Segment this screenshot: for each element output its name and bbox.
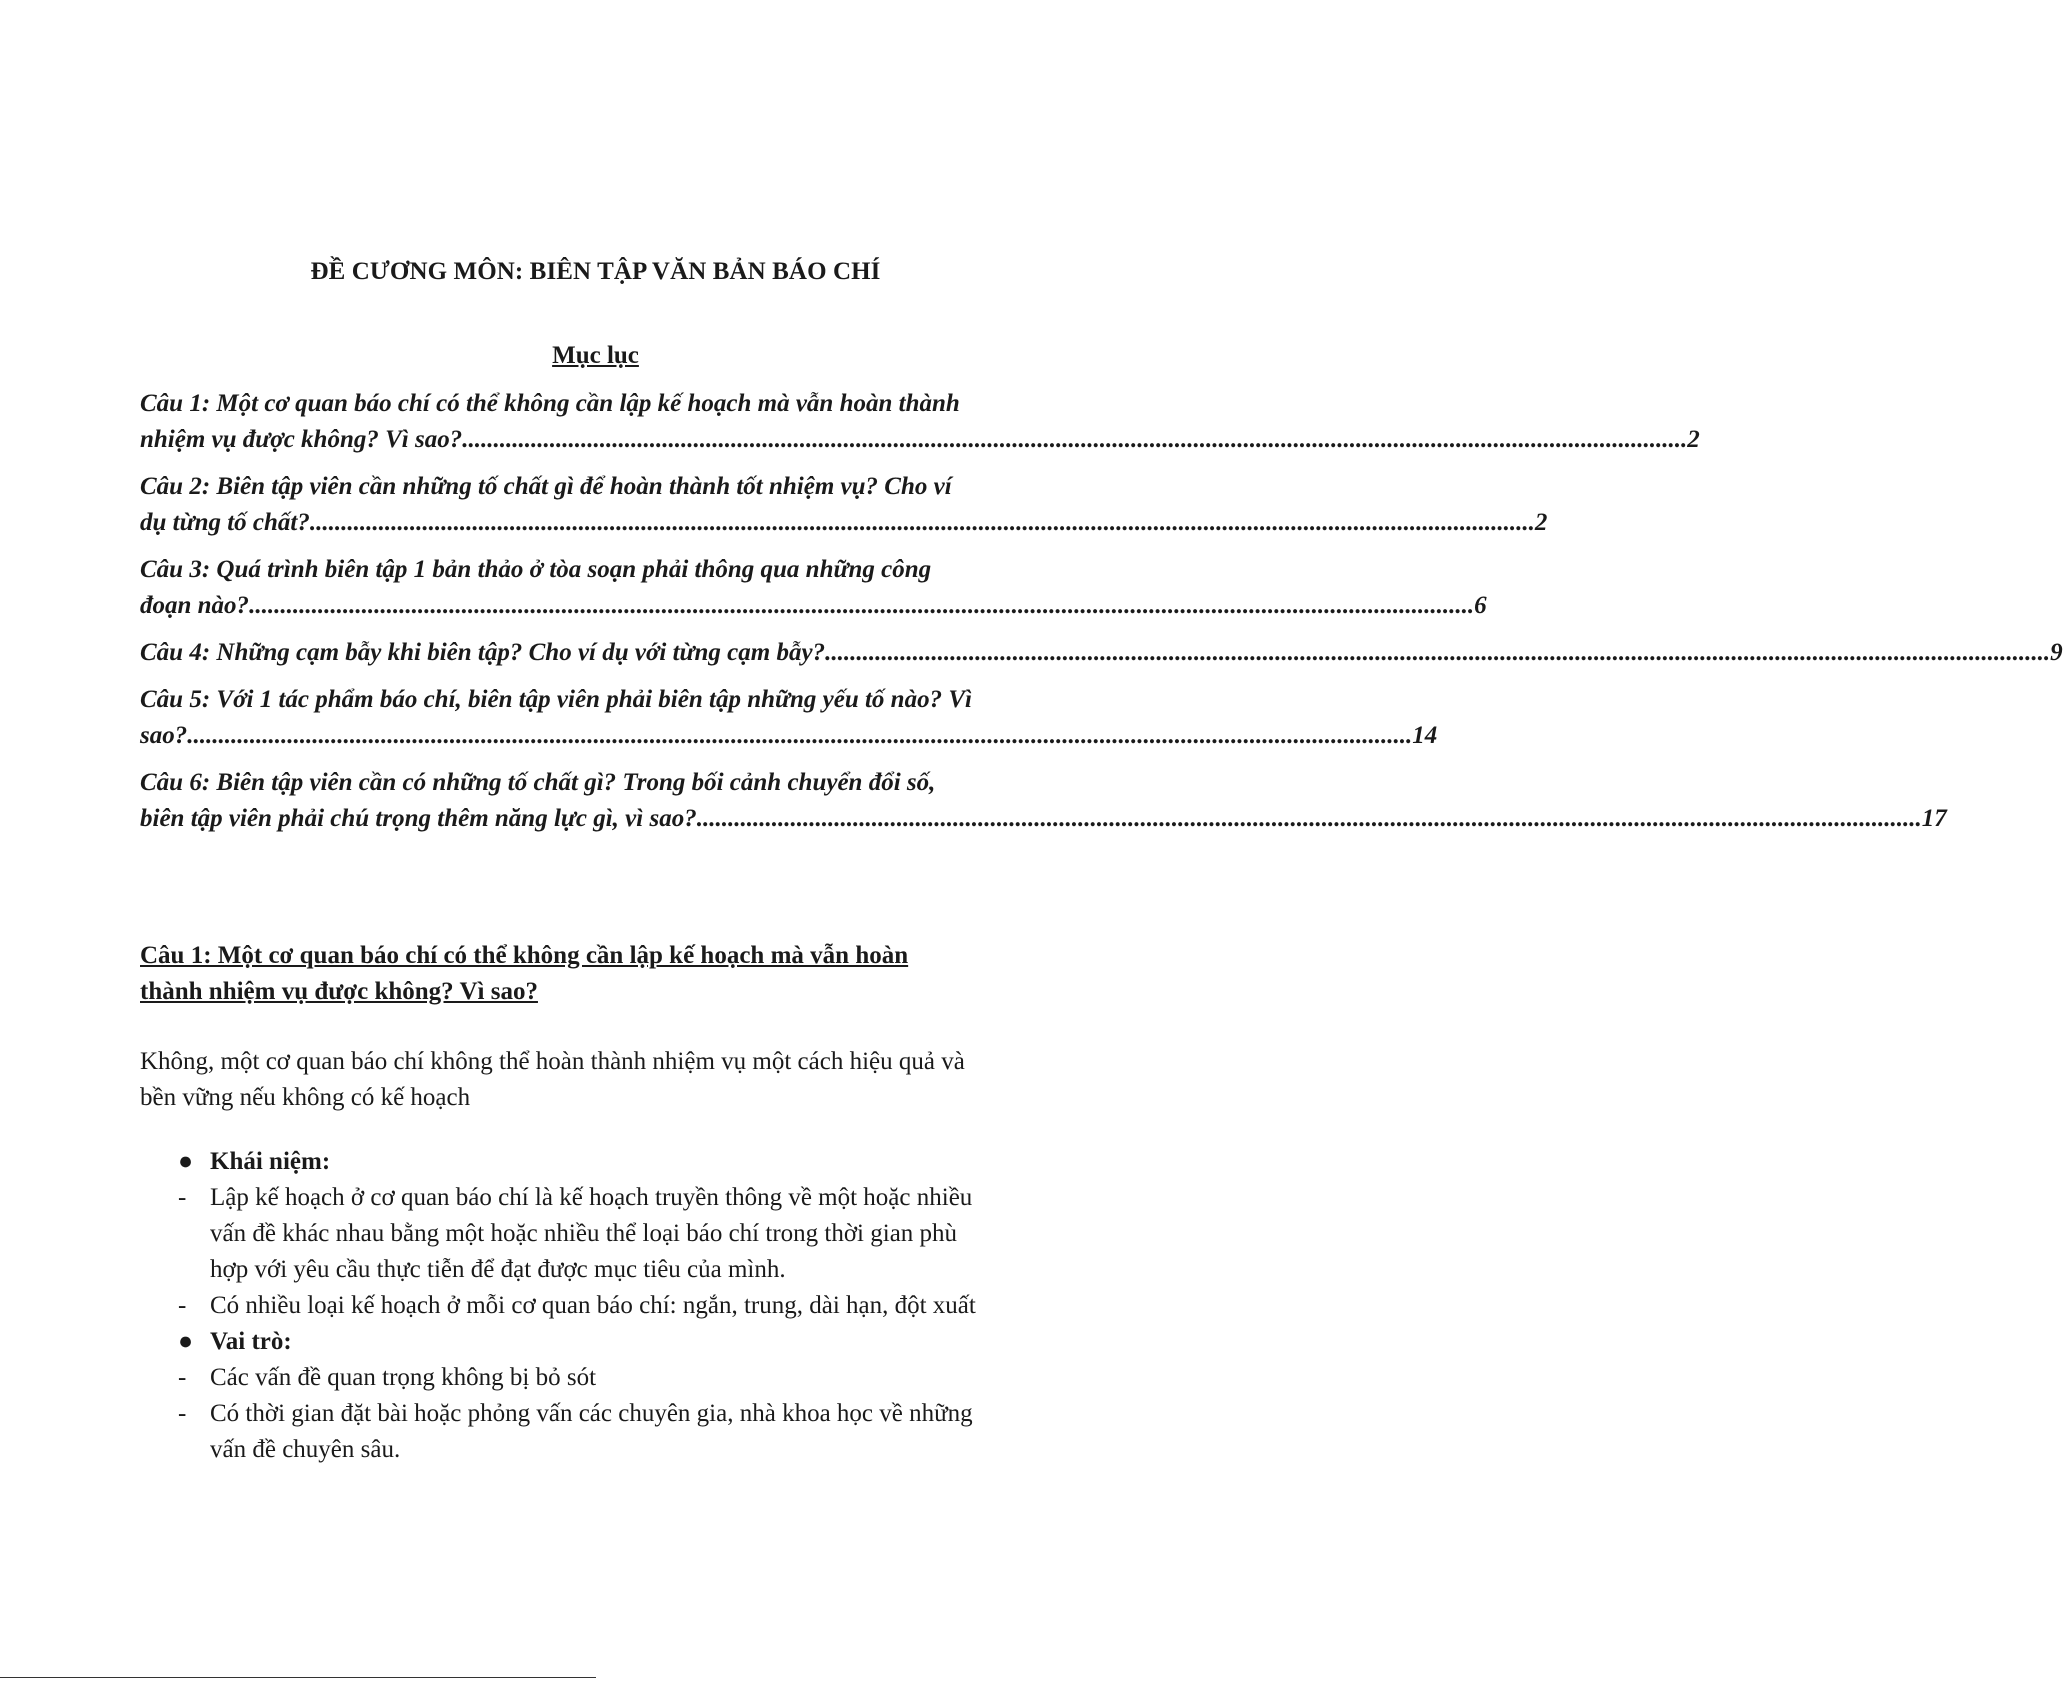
toc-page-number: 17: [1921, 805, 1947, 832]
toc-entry-text: Câu 3: Quá trình biên tập 1 bản thảo ở tòa soạn phải thông qua những công: [140, 556, 932, 583]
toc-entry-text: Câu 5: Với 1 tác phẩm báo chí, biên tập viên phải biên tập những yếu tố nào? Vì: [140, 686, 972, 713]
dot-leader: ....................................................................................................................................................................................................: [825, 639, 2051, 666]
toc-entry-3[interactable]: [140, 552, 1487, 624]
toc-page-number: 2: [1687, 426, 1700, 453]
toc-entry-text: biên tập viên phải chú trọng thêm năng lực gì, vì sao?: [140, 805, 697, 832]
dash-list-item: [140, 1288, 1055, 1324]
list-item-line: hợp với yêu cầu thực tiễn để đạt được mục tiêu của mình.: [210, 1256, 786, 1283]
dash-marker: -: [178, 1400, 187, 1427]
toc-entry-1[interactable]: [140, 386, 1700, 458]
toc-entry-line: [140, 422, 1700, 458]
paragraph-line: Không, một cơ quan báo chí không thể hoàn thành nhiệm vụ một cách hiệu quả và: [140, 1048, 965, 1075]
intro-paragraph: [140, 1044, 1055, 1116]
dash-list-item: [140, 1360, 1055, 1396]
section-heading-line: thành nhiệm vụ được không? Vì sao?: [140, 978, 538, 1005]
document-title: ĐỀ CƯƠNG MÔN: BIÊN TẬP VĂN BẢN BÁO CHÍ: [310, 258, 881, 285]
dash-marker: -: [178, 1292, 187, 1319]
list-item-line: vấn đề khác nhau bằng một hoặc nhiều thể loại báo chí trong thời gian phù: [210, 1220, 958, 1247]
toc-entry-line: [140, 801, 1947, 837]
paragraph-line: bền vững nếu không có kế hoạch: [140, 1084, 471, 1111]
toc-page-number: 9: [2050, 639, 2063, 666]
dot-leader: ....................................................................................................................................................................................................: [187, 722, 1413, 749]
bullet-icon: ●: [178, 1148, 194, 1175]
dot-leader: ....................................................................................................................................................................................................: [249, 592, 1475, 619]
footer-separator: [0, 1677, 596, 1678]
toc-entry-line: [140, 505, 1548, 541]
toc-entry-6[interactable]: [140, 765, 1947, 837]
toc-entry-5[interactable]: [140, 682, 1438, 754]
toc-entry-text: dụ từng tố chất?: [140, 509, 310, 536]
toc-entry-text: nhiệm vụ được không? Vì sao?: [140, 426, 463, 453]
list-item-line: Có thời gian đặt bài hoặc phỏng vấn các chuyên gia, nhà khoa học về những: [210, 1400, 973, 1427]
toc-entry-text: Câu 6: Biên tập viên cần có những tố chất gì? Trong bối cảnh chuyển đổi số,: [140, 769, 936, 796]
outline-list: [140, 1144, 1055, 1468]
bullet-heading-label: Vai trò:: [210, 1328, 292, 1355]
toc-entry-text: sao?: [140, 722, 188, 749]
dot-leader: ....................................................................................................................................................................................................: [462, 426, 1688, 453]
toc-page-number: 2: [1534, 509, 1548, 536]
section-heading: [140, 938, 1055, 1010]
toc-entry-text: Câu 2: Biên tập viên cần những tố chất gì để hoàn thành tốt nhiệm vụ? Cho ví: [140, 473, 952, 500]
dash-marker: -: [178, 1184, 187, 1211]
toc-entry-text: Câu 1: Một cơ quan báo chí có thể không cần lập kế hoạch mà vẫn hoàn thành: [140, 390, 960, 417]
list-item-line: Có nhiều loại kế hoạch ở mỗi cơ quan báo chí: ngắn, trung, dài hạn, đột xuất: [210, 1292, 976, 1319]
toc-entry-line: [140, 635, 2063, 671]
section-heading-line: Câu 1: Một cơ quan báo chí có thể không cần lập kế hoạch mà vẫn hoàn: [140, 942, 909, 969]
list-item-line: vấn đề chuyên sâu.: [210, 1436, 401, 1463]
bullet-heading-role: [140, 1324, 1055, 1360]
toc-heading: Mục lục: [552, 342, 639, 369]
bullet-icon: ●: [178, 1328, 194, 1355]
dot-leader: ....................................................................................................................................................................................................: [309, 509, 1535, 536]
toc-entry-text: Câu 4: Những cạm bẫy khi biên tập? Cho ví dụ với từng cạm bẫy?: [140, 639, 826, 666]
dash-list-item: [140, 1180, 1055, 1288]
bullet-heading-label: Khái niệm:: [210, 1148, 331, 1175]
toc-entry-text: đoạn nào?: [140, 592, 250, 619]
toc-page-number: 14: [1412, 722, 1438, 749]
section-cau-1: [140, 938, 1055, 1468]
toc-entry-line: [140, 718, 1438, 754]
toc-entry-line: [140, 588, 1487, 624]
dot-leader: ....................................................................................................................................................................................................: [696, 805, 1922, 832]
table-of-contents: [140, 386, 2063, 848]
toc-entry-2[interactable]: [140, 469, 1548, 541]
list-item-line: Lập kế hoạch ở cơ quan báo chí là kế hoạch truyền thông về một hoặc nhiều: [210, 1184, 973, 1211]
bullet-heading-concept: [140, 1144, 1055, 1180]
toc-entry-4[interactable]: [140, 635, 2063, 671]
dash-list-item: [140, 1396, 1055, 1468]
list-item-line: Các vấn đề quan trọng không bị bỏ sót: [210, 1364, 597, 1391]
toc-page-number: 6: [1474, 592, 1487, 619]
dash-marker: -: [178, 1364, 187, 1391]
